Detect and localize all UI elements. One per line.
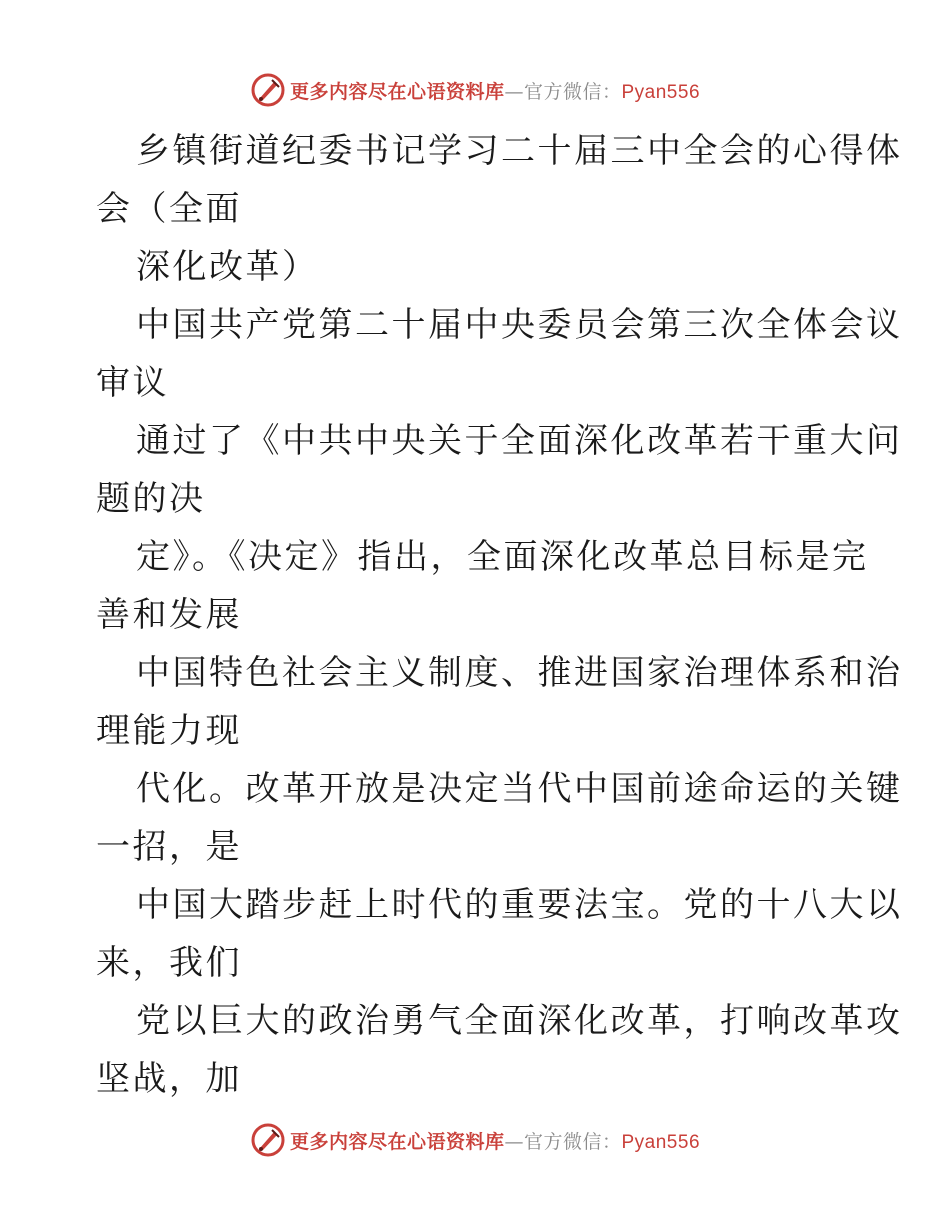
text-line: 中国特色社会主义制度、推进国家治理体系和治 xyxy=(136,653,903,693)
text-line: 深化改革） xyxy=(136,247,319,287)
watermark-wechat-id: Pyan556 xyxy=(621,81,701,103)
text-line: 坚战，加 xyxy=(96,1059,242,1099)
text-line: 审议 xyxy=(96,363,169,403)
watermark-wechat-id: Pyan556 xyxy=(621,1131,701,1153)
watermark-text xyxy=(290,77,700,104)
watermark-wechat-label: 官方微信： xyxy=(523,80,622,103)
text-line: 善和发展 xyxy=(96,595,242,635)
text-line: 通过了《中共中央关于全面深化改革若干重大问 xyxy=(136,421,903,461)
text-line: 理能力现 xyxy=(96,711,242,751)
quill-logo-icon xyxy=(250,72,286,108)
footer-watermark xyxy=(0,1120,950,1160)
watermark-dash: — xyxy=(504,80,524,103)
quill-logo-icon xyxy=(250,1122,286,1158)
header-watermark xyxy=(0,70,950,110)
text-line: 会（全面 xyxy=(96,189,242,229)
text-line: 一招，是 xyxy=(96,827,242,867)
document-body xyxy=(96,122,903,1108)
watermark-wechat-label: 官方微信： xyxy=(523,1130,622,1153)
watermark-dash: — xyxy=(504,1130,524,1153)
text-line: 中国共产党第二十届中央委员会第三次全体会议 xyxy=(136,305,903,345)
text-line: 题的决 xyxy=(96,479,206,519)
text-line: 来，我们 xyxy=(96,943,242,983)
watermark-text xyxy=(290,1127,700,1154)
text-line: 党以巨大的政治勇气全面深化改革，打响改革攻 xyxy=(136,1001,903,1041)
watermark-red-text: 更多内容尽在心语资料库 xyxy=(289,80,505,103)
text-line: 代化。改革开放是决定当代中国前途命运的关键 xyxy=(136,769,903,809)
text-line: 中国大踏步赶上时代的重要法宝。党的十八大以 xyxy=(136,885,903,925)
text-line: 定》。《决定》指出，全面深化改革总目标是完 xyxy=(136,537,869,577)
watermark-red-text: 更多内容尽在心语资料库 xyxy=(289,1130,505,1153)
text-line: 乡镇街道纪委书记学习二十届三中全会的心得体 xyxy=(136,131,903,171)
